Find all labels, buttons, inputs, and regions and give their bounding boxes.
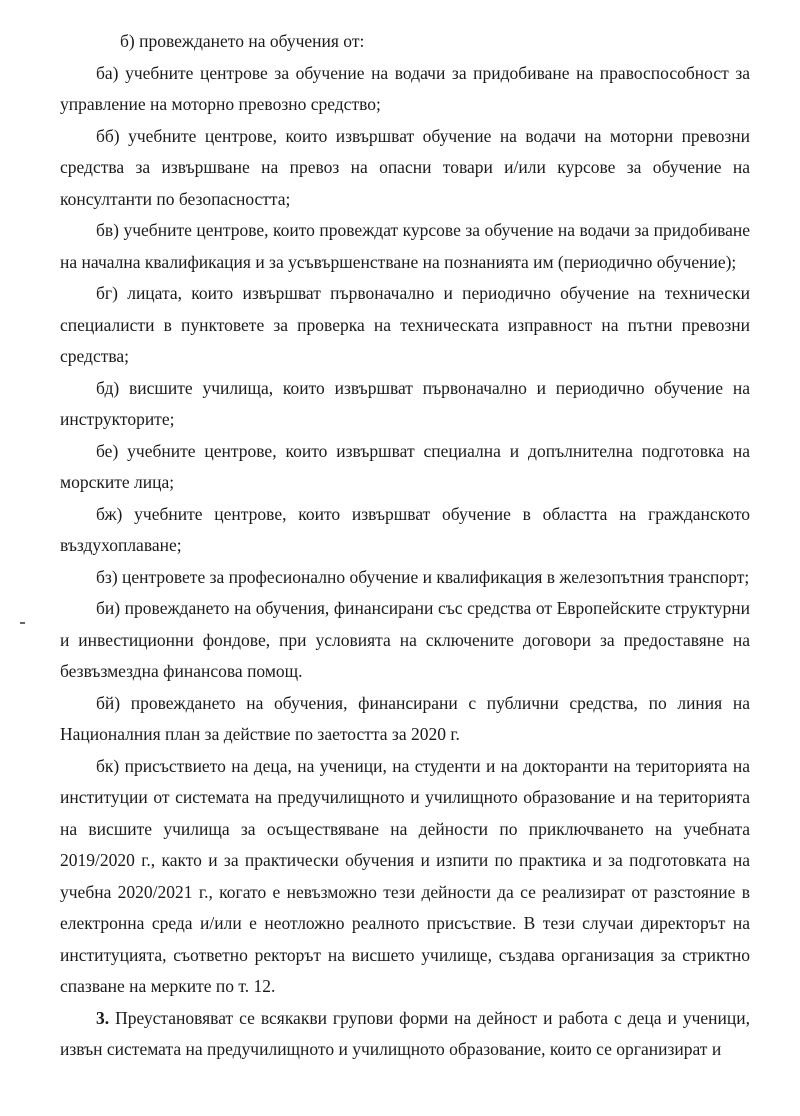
paragraph-bi: би) провеждането на обучения, финансирани със средства от Европейските структурни и инвестиционни фондове, при условията на сключените договори за предоставяне на безвъзмездна финансова помощ. <box>60 598 750 681</box>
paragraph-bv: бв) учебните центрове, които провеждат курсове за обучение на водачи за придобиване на начална квалификация и за усъвършенстване на познанията им (периодично обучение); <box>60 220 750 272</box>
paragraph-bz: бз) центровете за професионално обучение и квалификация в железопътния транспорт; <box>96 566 750 587</box>
paragraph-bzh: бж) учебните центрове, които извършват обучение в областта на гражданското въздухоплаване; <box>60 503 750 555</box>
paragraph-point-3 <box>60 1003 750 1066</box>
paragraph-bd: бд) висшите училища, които извършват първоначално и периодично обучение на инструкторите; <box>60 377 750 429</box>
paragraph-bg: бг) лицата, които извършват първоначално и периодично обучение на технически специалисти в пунктовете за проверка на техническата изправност на пътни превозни средства; <box>60 283 750 366</box>
paragraph-ba: ба) учебните центрове за обучение на водачи за придобиване на правоспособност за управление на моторно превозно средство; <box>60 62 750 114</box>
paragraph-bb: бб) учебните центрове, които извършват обучение на водачи на моторни превозни средства за извършване на превоз на опасни товари и/или курсове за обучение на консултанти по безопасността; <box>60 125 750 209</box>
point-3-text: Преустановяват се всякакви групови форми на дейност и работа с деца и ученици, извън системата на предучилищното и училищното образование, които се организират и <box>60 1007 750 1059</box>
paragraph-bk: бк) присъствието на деца, на ученици, на студенти и на докторанти на територията на институции от системата на предучилищното и училищното образование и на територията на висшите училища за осъществяване на дейности по приключването на учебната 2019/2020 г., както и за практически обучения и изпити по практика и за подготовката на учебна 2020/2021 г., когато е невъзможно тези дейности да се реализират от разстояние в електронна среда и/или е неотложно реалното присъствие. В тези случаи директорът на институцията, съответно ректорът на висшето училище, създава организация за стриктно спазване на мерките по т. 12. <box>60 755 750 996</box>
paragraph-bj: бй) провеждането на обучения, финансирани с публични средства, по линия на Националния план за действие по заетостта за 2020 г. <box>60 692 750 744</box>
margin-mark <box>20 622 25 624</box>
point-3-number: 3. <box>96 1007 110 1028</box>
paragraph-be: бе) учебните центрове, които извършват специална и допълнителна подготовка на морските лица; <box>60 440 750 492</box>
paragraph-b: б) провеждането на обучения от: <box>120 31 365 51</box>
